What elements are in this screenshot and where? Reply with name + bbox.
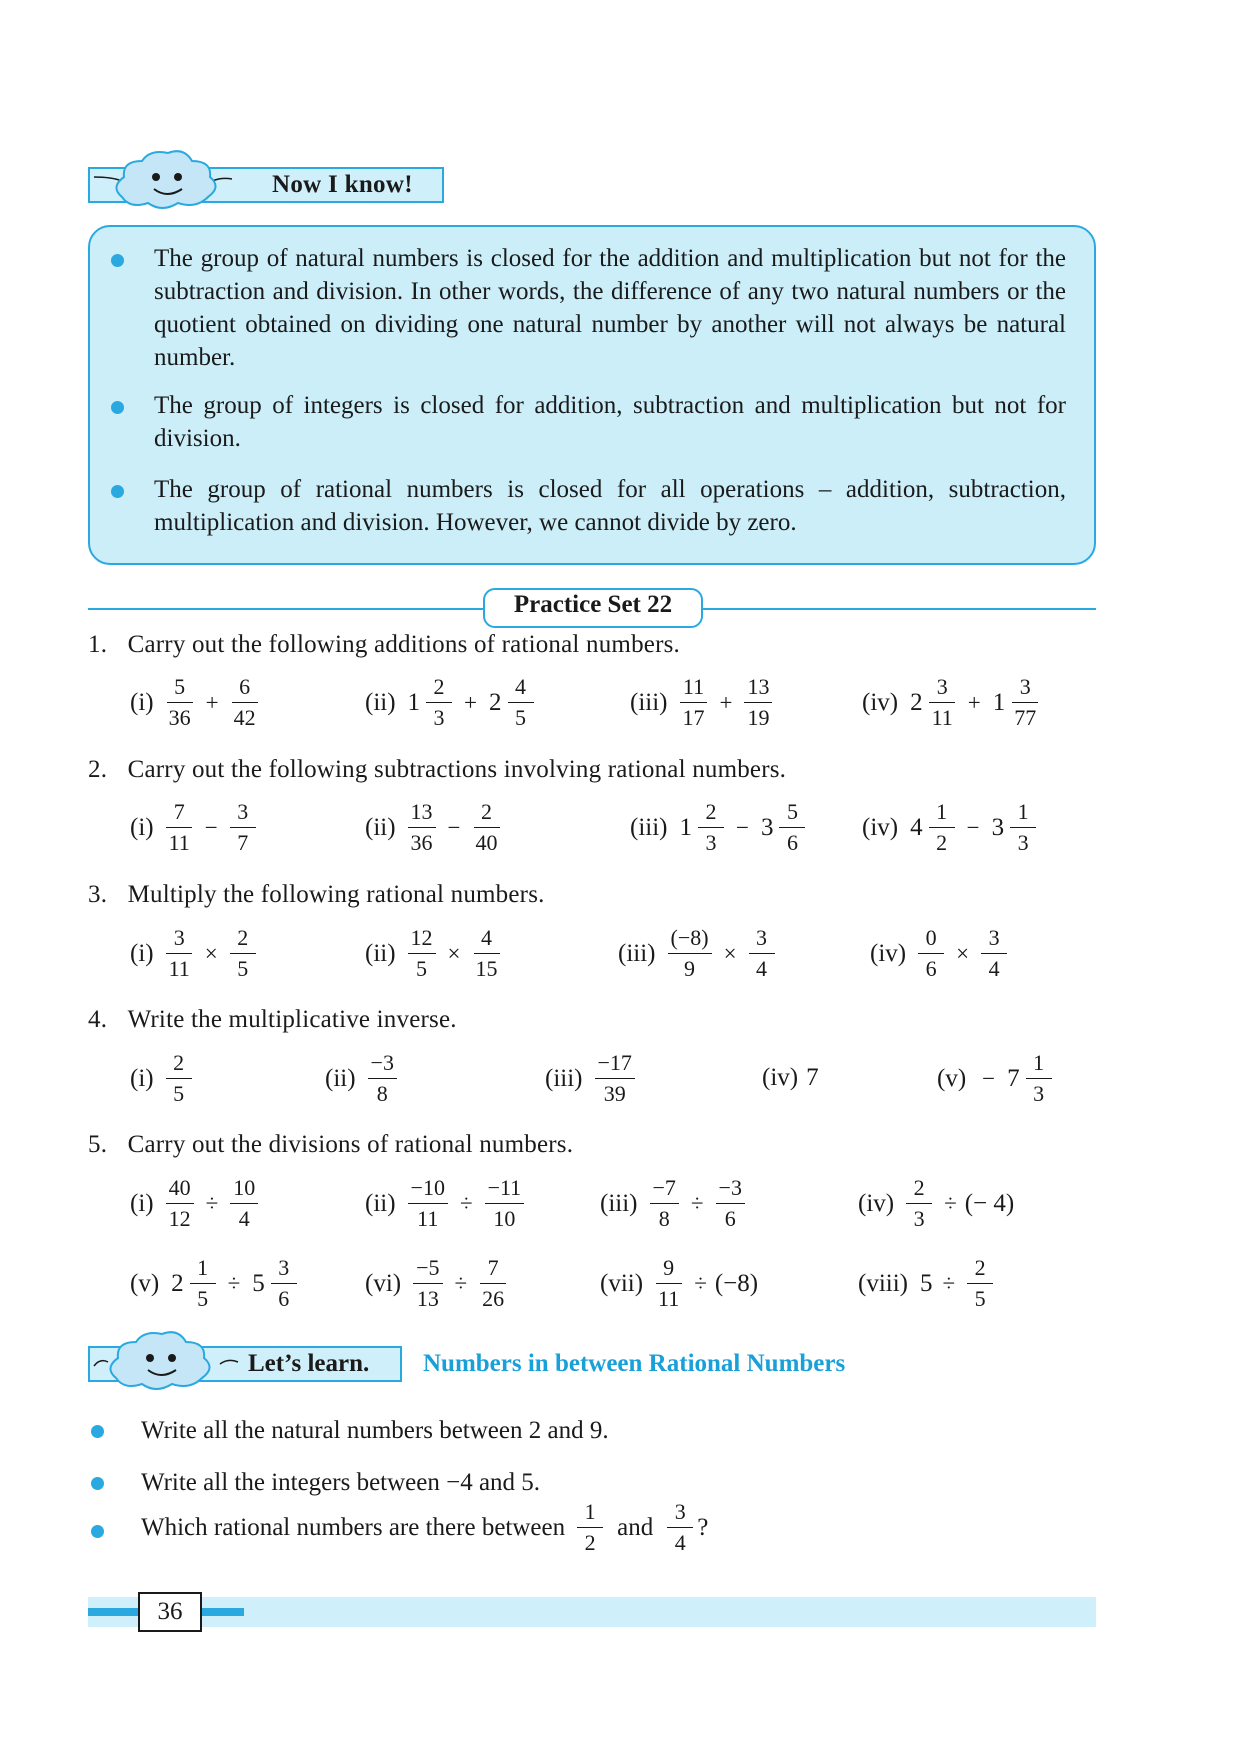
item-label: (v) — [130, 1269, 160, 1297]
fraction: $\frac{4}{5}$ — [508, 675, 534, 730]
q5-item-viii: (viii) 5 ÷ $\frac{2}{5}$ — [858, 1256, 997, 1311]
now-i-know-title: Now I know! — [272, 171, 413, 198]
q3-item-ii — [365, 926, 505, 981]
bullet-icon — [91, 1525, 104, 1538]
fraction: $\frac{13}{36}$ — [408, 800, 436, 855]
question-text: Carry out the following subtractions involving rational numbers. — [127, 756, 787, 783]
q4-item-i — [130, 1051, 196, 1106]
minus-sign: − — [982, 1065, 996, 1091]
q5-item-vi — [365, 1256, 511, 1311]
item-label: (iv) — [762, 1064, 799, 1091]
q1-item-iv: (iv) 2 $\frac{3}{11}$ + 1 $\frac{3}{77}$ — [862, 675, 1043, 730]
divide-operator: ÷ — [205, 1190, 219, 1216]
fraction: $\frac{2}{40}$ — [475, 799, 498, 855]
learn-bullet-2: Write all the integers between −4 and 5. — [141, 1469, 541, 1496]
q5-item-ii — [365, 1176, 528, 1231]
fraction: $\frac{2}{3}$ — [698, 800, 724, 855]
fraction: $\frac{10}{4}$ — [230, 1176, 258, 1231]
q5-item-iii — [600, 1176, 749, 1231]
item-label: (ii) — [325, 1064, 356, 1092]
question-text: Write the multiplicative inverse. — [127, 1006, 457, 1033]
q2-item-ii — [365, 800, 505, 855]
fraction: $\frac{13}{19}$ — [744, 675, 772, 730]
times-operator: × — [447, 940, 461, 966]
question-number: 1. — [88, 631, 108, 658]
q4-item-v: (v) − 7 $\frac{1}{3}$ — [937, 1051, 1056, 1106]
q3-item-iii — [618, 926, 779, 981]
item-label: (ii) — [365, 1189, 396, 1217]
item-label: (viii) — [858, 1269, 908, 1297]
question-text: Carry out the divisions of rational numbers. — [127, 1131, 574, 1158]
item-label: (iv) — [858, 1189, 895, 1217]
item-value: 7 — [806, 1064, 819, 1091]
times-operator: × — [204, 940, 218, 966]
divide-operator: ÷ — [690, 1190, 704, 1216]
fraction: $\frac{40}{12}$ — [166, 1176, 194, 1231]
fraction: $\frac{-7}{8}$ — [650, 1176, 679, 1231]
fraction: $\frac{1}{3}$ — [1010, 800, 1036, 855]
item-label: (v) — [937, 1064, 967, 1092]
question-3 — [88, 880, 545, 910]
fraction: $\frac{-10}{11}$ — [408, 1176, 448, 1231]
item-label: (iii) — [545, 1064, 583, 1092]
learn-bullet-3-and: and — [617, 1513, 654, 1541]
fraction: $\frac{4}{15}$ — [475, 925, 498, 981]
question-number: 2. — [88, 756, 108, 783]
minus-operator: − — [966, 814, 980, 840]
fraction: $\frac{1}{2}$ — [929, 800, 955, 855]
fraction: $\frac{12}{5}$ — [408, 926, 436, 981]
fraction: $\frac{1}{2}$ — [577, 1500, 603, 1555]
fraction: $\frac{11}{17}$ — [680, 675, 708, 730]
item-label: (ii) — [365, 688, 396, 716]
divide-operator: ÷ — [944, 1190, 957, 1216]
smiling-cloud-icon — [92, 1328, 242, 1398]
learn-bullet-3 — [141, 1500, 708, 1555]
item-label: (ii) — [365, 813, 396, 841]
divide-operator: ÷ — [459, 1190, 473, 1216]
item-label: (vii) — [600, 1269, 644, 1297]
q2-item-iii: (iii) 1 $\frac{2}{3}$ − 3 $\frac{5}{6}$ — [630, 800, 809, 855]
fraction: $\frac{5}{6}$ — [779, 800, 805, 855]
fraction: $\frac{6}{42}$ — [233, 674, 256, 730]
divide-operator: ÷ — [942, 1270, 956, 1296]
minus-operator: − — [447, 814, 461, 840]
plus-operator: + — [967, 689, 981, 715]
q1-item-i — [130, 675, 263, 730]
question-mark: ? — [697, 1513, 709, 1541]
q5-item-i — [130, 1176, 262, 1231]
question-2 — [88, 755, 786, 785]
fraction: $\frac{1}{5}$ — [190, 1256, 216, 1311]
q4-item-iv — [762, 1064, 819, 1092]
q5-item-v: (v) 2 $\frac{1}{5}$ ÷ 5 $\frac{3}{6}$ — [130, 1256, 301, 1311]
times-operator: × — [723, 940, 737, 966]
bullet-icon — [91, 1425, 104, 1438]
plus-operator: + — [719, 689, 733, 715]
plus-operator: + — [464, 689, 478, 715]
operand-text: (−8) — [714, 1269, 759, 1297]
fraction: $\frac{3}{4}$ — [749, 926, 775, 981]
fraction: $\frac{5}{36}$ — [168, 674, 191, 730]
fraction: $\frac{2}{5}$ — [967, 1256, 993, 1311]
info-point-3: The group of rational numbers is closed for all operations – addition, subtraction, multiplication and division. However, we cannot divide by zero. — [154, 476, 1066, 536]
question-number: 4. — [88, 1006, 108, 1033]
learn-bullet-1: Write all the natural numbers between 2 and 9. — [141, 1417, 609, 1444]
fraction: $\frac{9}{11}$ — [655, 1256, 682, 1311]
smiling-cloud-icon — [92, 147, 242, 217]
fraction: $\frac{3}{4}$ — [981, 926, 1007, 981]
question-1 — [88, 630, 680, 660]
item-label: (iii) — [600, 1189, 638, 1217]
q1-item-ii: (ii) 1 $\frac{2}{3}$ + 2 $\frac{4}{5}$ — [365, 675, 538, 730]
q3-item-iv — [870, 926, 1011, 981]
fraction: $\frac{7}{26}$ — [482, 1255, 505, 1311]
item-label: (i) — [130, 813, 154, 841]
question-4 — [88, 1005, 457, 1035]
plus-operator: + — [205, 689, 219, 715]
item-label: (iii) — [630, 688, 668, 716]
practice-set-title: Practice Set 22 — [513, 591, 673, 618]
question-text: Carry out the following additions of rational numbers. — [127, 631, 680, 658]
info-point-1: The group of natural numbers is closed for the addition and multiplication but not for the subtraction and division. In other words, the difference of any two natural numbers or the quotient obtained on dividing one natural number by another will not always be natural number. — [154, 245, 1066, 371]
info-point-2: The group of integers is closed for addition, subtraction and multiplication but not for division. — [154, 392, 1066, 452]
fraction: $\frac{3}{4}$ — [667, 1500, 693, 1555]
fraction: $\frac{(-8)}{9}$ — [668, 926, 712, 981]
q2-item-i — [130, 800, 260, 855]
item-label: (i) — [130, 1189, 154, 1217]
fraction: $\frac{-3}{8}$ — [368, 1051, 397, 1106]
q1-item-iii — [630, 675, 776, 730]
minus-operator: − — [204, 814, 218, 840]
item-label: (iv) — [870, 939, 907, 967]
bullet-icon — [111, 485, 124, 498]
question-text: Multiply the following rational numbers. — [127, 881, 545, 908]
item-label: (ii) — [365, 939, 396, 967]
item-label: (iii) — [618, 939, 656, 967]
fraction: $\frac{7}{11}$ — [166, 800, 193, 855]
lets-learn-title: Let’s learn. — [248, 1350, 370, 1377]
fraction: $\frac{-17}{39}$ — [595, 1051, 635, 1106]
bullet-icon — [91, 1477, 104, 1490]
fraction: $\frac{2}{5}$ — [166, 1051, 192, 1106]
times-operator: × — [956, 940, 970, 966]
divide-operator: ÷ — [454, 1270, 468, 1296]
q4-item-ii — [325, 1051, 401, 1106]
item-label: (i) — [130, 939, 154, 967]
item-label: (vi) — [365, 1269, 402, 1297]
divide-operator: ÷ — [694, 1270, 707, 1296]
bullet-icon — [111, 401, 124, 414]
fraction: $\frac{3}{11}$ — [166, 926, 193, 981]
item-label: (iv) — [862, 813, 899, 841]
bullet-icon — [111, 254, 124, 267]
minus-operator: − — [736, 814, 749, 840]
q3-item-i — [130, 926, 260, 981]
fraction: $\frac{2}{3}$ — [906, 1176, 932, 1231]
q5-item-vii — [600, 1256, 758, 1311]
fraction: $\frac{1}{3}$ — [1026, 1051, 1052, 1106]
fraction: $\frac{3}{77}$ — [1014, 674, 1037, 730]
question-number: 5. — [88, 1131, 108, 1158]
question-5 — [88, 1130, 573, 1160]
fraction: $\frac{-5}{13}$ — [413, 1256, 442, 1311]
q5-item-iv — [858, 1176, 1014, 1231]
fraction: $\frac{3}{7}$ — [230, 800, 256, 855]
q4-item-iii — [545, 1051, 639, 1106]
page-number: 36 — [138, 1592, 202, 1632]
question-number: 3. — [88, 881, 108, 908]
item-label: (i) — [130, 1064, 154, 1092]
fraction: $\frac{2}{5}$ — [230, 926, 256, 981]
fraction: $\frac{2}{3}$ — [426, 675, 452, 730]
operand-text: (− 4) — [964, 1189, 1015, 1217]
fraction: $\frac{-3}{6}$ — [716, 1176, 745, 1231]
fraction: $\frac{0}{6}$ — [918, 926, 944, 981]
lets-learn-subtitle: Numbers in between Rational Numbers — [423, 1350, 846, 1377]
item-label: (iv) — [862, 688, 899, 716]
item-label: (iii) — [630, 813, 668, 841]
fraction: $\frac{3}{11}$ — [929, 675, 956, 730]
learn-bullet-3-text: Which rational numbers are there between — [141, 1513, 566, 1541]
q2-item-iv: (iv) 4 $\frac{1}{2}$ − 3 $\frac{1}{3}$ — [862, 800, 1040, 855]
item-label: (i) — [130, 688, 154, 716]
fraction: $\frac{3}{6}$ — [271, 1256, 297, 1311]
divide-operator: ÷ — [227, 1270, 241, 1296]
fraction: $\frac{-11}{10}$ — [485, 1176, 525, 1231]
